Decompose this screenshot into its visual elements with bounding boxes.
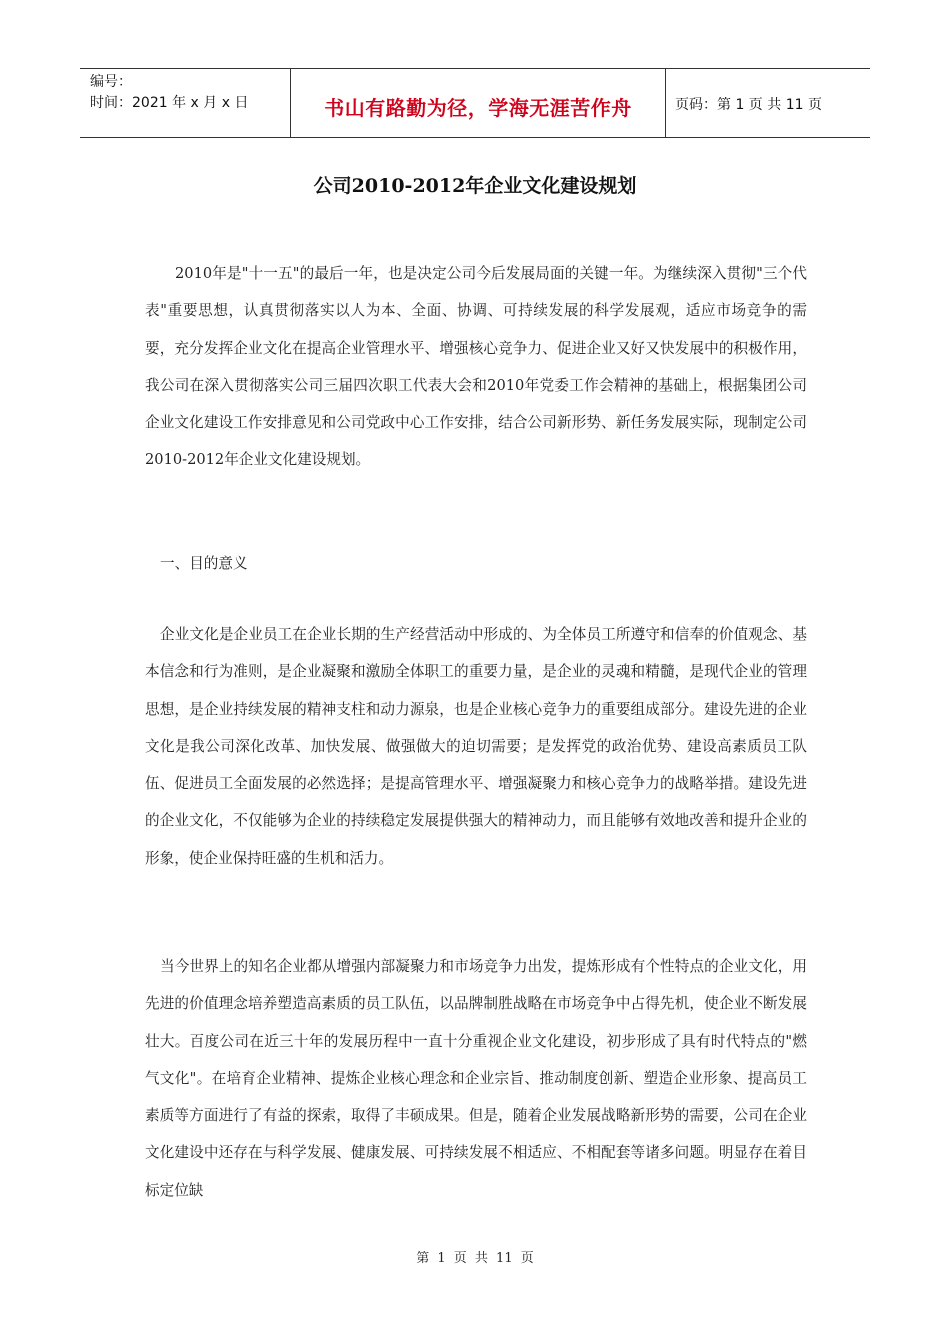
document-title: 公司2010-2012年企业文化建设规划 xyxy=(313,175,637,197)
page-footer: 第 1 页 共 11 页 xyxy=(416,1251,534,1266)
motto-text: 书山有路勤为径，学海无涯苦作舟 xyxy=(324,95,632,120)
section-paragraph-1: 企业文化是企业员工在企业长期的生产经营活动中形成的、为全体员工所遵守和信奉的价值观念、基本信念和行为准则，是企业凝聚和激励全体职工的重要力量，是企业的灵魂和精髓，是现代企业的管理思想，是企业持续发展的精神支柱和动力源泉，也是企业核心竞争力的重要组成部分。建设先进的企业文化是我公司深化改革、加快发展、做强做大的迫切需要；是发挥党的政治优势、建设高素质员工队伍、促进员工全面发展的必然选择；是提高管理水平、增强凝聚力和核心竞争力的战略举措。建设先进的企业文化，不仅能够为企业的持续稳定发展提供强大的精神动力，而且能够有效地改善和提升企业的形象，使企业保持旺盛的生机和活力。 xyxy=(145,626,807,867)
date-label: 时间：2021 年 x 月 x 日 xyxy=(90,95,249,111)
section-paragraph-2: 当今世界上的知名企业都从增强内部凝聚力和市场竞争力出发，提炼形成有个性特点的企业文化，用先进的价值理念培养塑造高素质的员工队伍，以品牌制胜战略在市场竞争中占得先机，使企业不断发展壮大。百度公司在近三十年的发展历程中一直十分重视企业文化建设，初步形成了具有时代特点的"燃气文化"。在培育企业精神、提炼企业核心理念和企业宗旨、推动制度创新、塑造企业形象、提高员工素质等方面进行了有益的探索，取得了丰硕成果。但是，随着企业发展战略新形势的需要，公司在企业文化建设中还存在与科学发展、健康发展、可持续发展不相适应、不相配套等诸多问题。明显存在着目标定位缺 xyxy=(145,958,807,1199)
header-page-cell xyxy=(666,69,870,137)
serial-number-label: 编号： xyxy=(90,74,132,90)
intro-paragraph: 2010年是"十一五"的最后一年，也是决定公司今后发展局面的关键一年。为继续深入贯彻"三个代表"重要思想，认真贯彻落实以人为本、全面、协调、可持续发展的科学发展观，适应市场竞争的需要，充分发挥企业文化在提高企业管理水平、增强核心竞争力、促进企业又好又快发展中的积极作用，我公司在深入贯彻落实公司三届四次职工代表大会和2010年党委工作会精神的基础上，根据集团公司企业文化建设工作安排意见和公司党政中心工作安排，结合公司新形势、新任务发展实际，现制定公司2010-2012年企业文化建设规划。 xyxy=(145,265,807,469)
page-info: 页码：第 1 页 共 11 页 xyxy=(675,97,822,113)
header-motto-cell xyxy=(290,69,666,137)
header-table xyxy=(80,68,870,138)
header-meta-cell xyxy=(80,69,290,137)
section-heading: 一、目的意义 xyxy=(160,555,248,572)
